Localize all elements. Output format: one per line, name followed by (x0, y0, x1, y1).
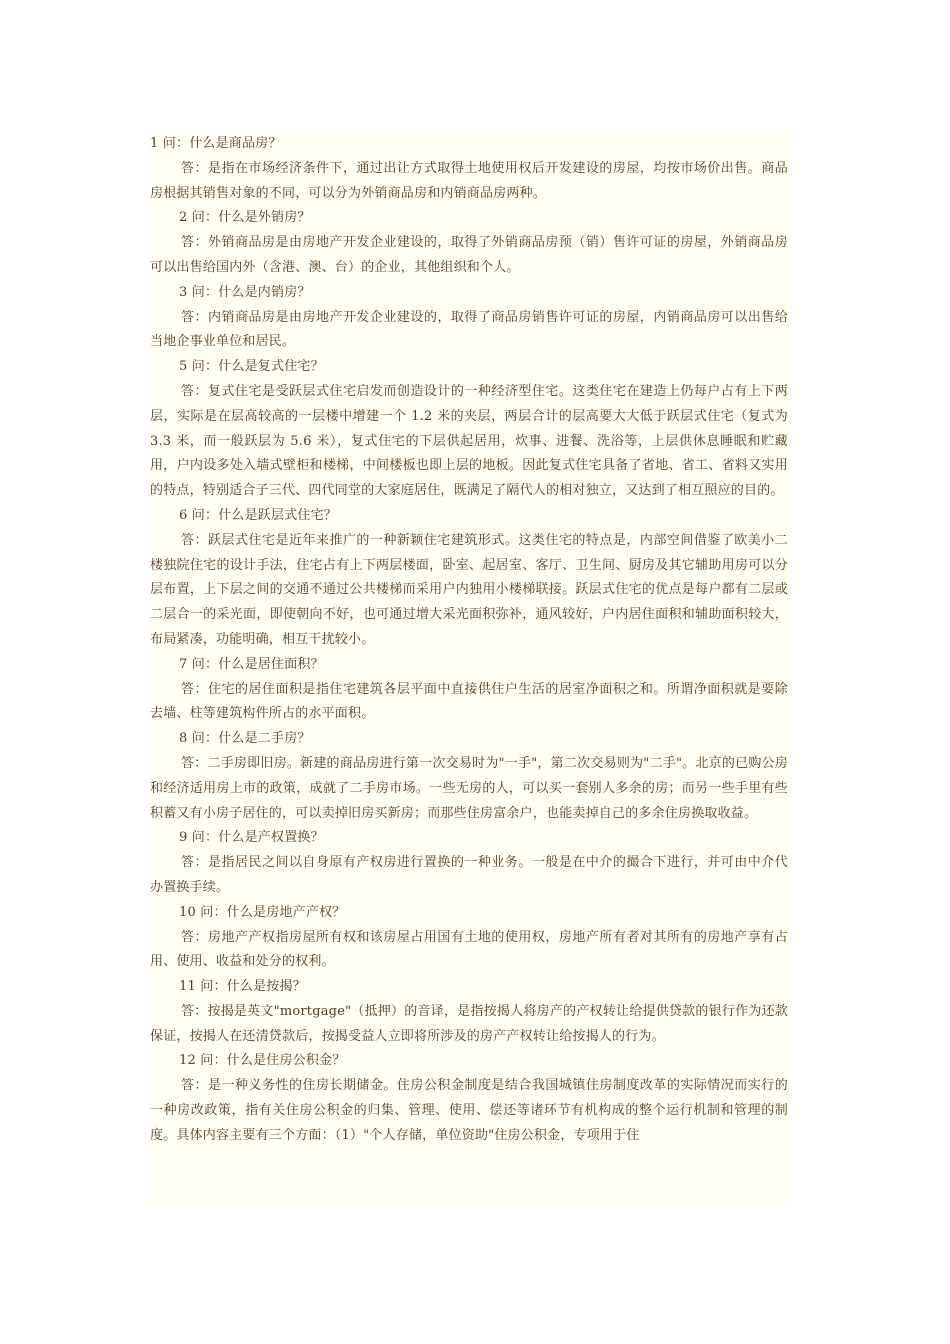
question-1: 1 问：什么是商品房？ (150, 136, 282, 151)
document-body (148, 132, 788, 1206)
answer-3: 答：内销商品房是由房地产开发企业建设的，取得了商品房销售许可证的房屋，内销商品房可以出售给当地企事业单位和居民。 (150, 309, 788, 350)
answer-1: 答：是指在市场经济条件下，通过出让方式取得土地使用权后开发建设的房屋，均按市场价出售。商品房根据其销售对象的不同，可以分为外销商品房和内销商品房两种。 (150, 160, 788, 201)
question-2: 2 问：什么是外销房？ (179, 210, 311, 226)
question-9: 9 问：什么是产权置换？ (179, 830, 324, 846)
question-6: 6 问：什么是跃层式住宅？ (179, 507, 338, 523)
question-8: 8 问：什么是二手房？ (179, 731, 311, 747)
question-12: 12 问：什么是住房公积金？ (179, 1053, 346, 1069)
question-5: 5 问：什么是复式住宅？ (179, 359, 324, 375)
answer-7: 答：住宅的居住面积是指住宅建筑各层平面中直接供住户生活的居室净面积之和。所谓净面积就是要除去墙、柱等建筑构件所占的水平面积。 (150, 681, 788, 722)
question-3: 3 问：什么是内销房？ (179, 284, 311, 300)
answer-11: 答：按揭是英文"mortgage"（抵押）的音译，是指按揭人将房产的产权转让给提供贷款的银行作为还款保证，按揭人在还清贷款后，按揭受益人立即将所涉及的房产产权转让给按揭人的行为。 (150, 1003, 788, 1044)
answer-9: 答：是指居民之间以自身原有产权房进行置换的一种业务。一般是在中介的撮合下进行，并可由中介代办置换手续。 (150, 855, 788, 895)
answer-2: 答：外销商品房是由房地产开发企业建设的，取得了外销商品房预（销）售许可证的房屋，外销商品房可以出售给国内外（含港、澳、台）的企业，其他组织和个人。 (150, 235, 788, 275)
answer-5: 答：复式住宅是受跃层式住宅启发而创造设计的一种经济型住宅。这类住宅在建造上仍每户占有上下两层，实际是在层高较高的一层楼中增建一个 1.2 米的夹层，两层合计的层高要大大低于跃层式住宅（复式为 3.3 米，而一般跃层为 5.6 米），复式住宅的下层供起居用，炊事、进餐、洗浴等，上层供休息睡眠和贮藏用，户内设多处入墙式壁柜和楼梯，中间楼板也即上层的地板。因此复式住宅具备了省地、省工、省料又实用的特点，特别适合子三代、四代同堂的大家庭居住，既满足了隔代人的相对独立，又达到了相互照应的目的。 (150, 383, 788, 499)
answer-10: 答：房地产产权指房屋所有权和该房屋占用国有土地的使用权，房地产所有者对其所有的房地产享有占用、使用、收益和处分的权利。 (150, 929, 788, 970)
answer-8: 答：二手房即旧房。新建的商品房进行第一次交易时为"一手"，第二次交易则为"二手"。北京的已购公房和经济适用房上市的政策，成就了二手房市场。一些无房的人，可以买一套别人多余的房；而另一些手里有些积蓄又有小房子居住的，可以卖掉旧房买新房；而那些住房富余户，也能卖掉自己的多余住房换取收益。 (150, 755, 788, 821)
question-10: 10 问：什么是房地产产权？ (179, 904, 346, 920)
question-11: 11 问：什么是按揭？ (179, 979, 306, 995)
question-7: 7 问：什么是居住面积？ (179, 656, 324, 672)
answer-12: 答：是一种义务性的住房长期储金。住房公积金制度是结合我国城镇住房制度改革的实际情况而实行的一种房改政策，指有关住房公积金的归集、管理、使用、偿还等诸环节有机构成的整个运行机制和管理的制度。具体内容主要有三个方面：（1）"个人存储，单位资助"住房公积金，专项用于住 (150, 1078, 788, 1143)
answer-6: 答：跃层式住宅是近年来推广的一种新颖住宅建筑形式。这类住宅的特点是，内部空间借鉴了欧美小二楼独院住宅的设计手法，住宅占有上下两层楼面，卧室、起居室、客厅、卫生间、厨房及其它辅助用房可以分层布置，上下层之间的交通不通过公共楼梯而采用户内独用小楼梯联接。跃层式住宅的优点是每户都有二层或二层合一的采光面，即使朝向不好，也可通过增大采光面积弥补，通风较好，户内居住面积和辅助面积较大，布局紧凑，功能明确，相互干扰较小。 (150, 532, 788, 647)
